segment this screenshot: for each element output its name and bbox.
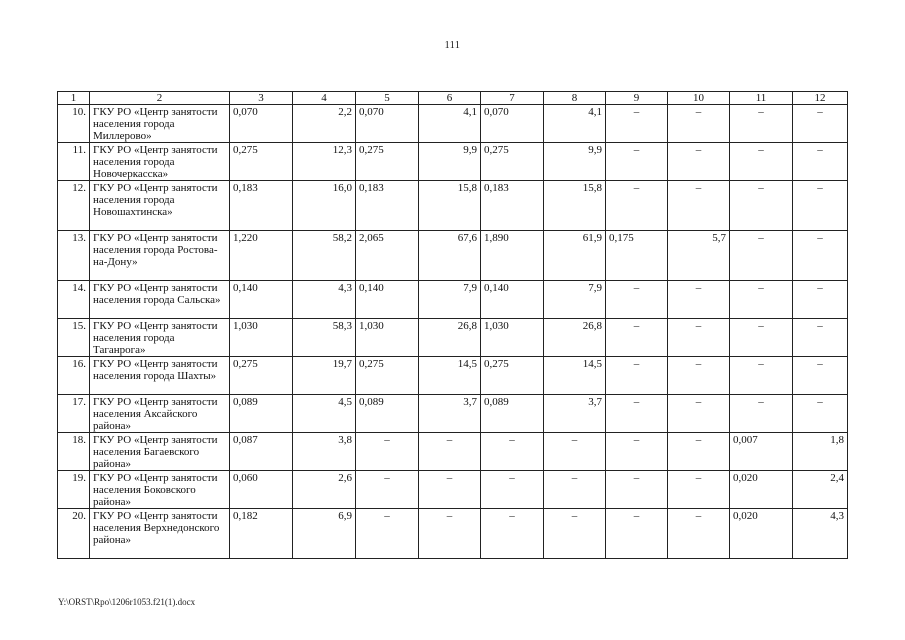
table-cell: –: [481, 471, 544, 509]
row-number: 14.: [58, 281, 90, 319]
column-header: 12: [793, 92, 848, 105]
table-cell: 58,2: [293, 231, 356, 281]
table-cell: 4,3: [293, 281, 356, 319]
table-cell: 67,6: [419, 231, 481, 281]
table-cell: –: [730, 319, 793, 357]
table-row: [58, 105, 848, 143]
table-cell: 0,060: [230, 471, 293, 509]
row-number: 17.: [58, 395, 90, 433]
table-cell: 0,275: [356, 143, 419, 181]
row-number: 18.: [58, 433, 90, 471]
table-cell: 0,070: [481, 105, 544, 143]
table-cell: 4,5: [293, 395, 356, 433]
table-cell: 2,2: [293, 105, 356, 143]
table-cell: –: [730, 395, 793, 433]
table-cell: 26,8: [544, 319, 606, 357]
organization-name: ГКУ РО «Центр занятости населения города Новошахтинска»: [90, 181, 230, 231]
table-cell: –: [668, 105, 730, 143]
table-cell: 16,0: [293, 181, 356, 231]
table-cell: 0,182: [230, 509, 293, 559]
organization-name: ГКУ РО «Центр занятости населения города Новочеркасска»: [90, 143, 230, 181]
table-row: [58, 143, 848, 181]
table-cell: 2,065: [356, 231, 419, 281]
table-cell: –: [668, 471, 730, 509]
table-cell: 1,030: [230, 319, 293, 357]
organization-name: ГКУ РО «Центр занятости населения города Шахты»: [90, 357, 230, 395]
organization-name: ГКУ РО «Центр занятости населения города Таганрога»: [90, 319, 230, 357]
table-row: [58, 231, 848, 281]
table-cell: 12,3: [293, 143, 356, 181]
table-cell: 7,9: [544, 281, 606, 319]
table-cell: –: [730, 231, 793, 281]
table-cell: –: [730, 143, 793, 181]
table-cell: –: [793, 357, 848, 395]
column-header: 2: [90, 92, 230, 105]
table-cell: –: [419, 471, 481, 509]
column-header: 9: [606, 92, 668, 105]
column-header: 5: [356, 92, 419, 105]
column-header: 10: [668, 92, 730, 105]
table-cell: 0,089: [356, 395, 419, 433]
table-cell: 0,175: [606, 231, 668, 281]
table-row: [58, 395, 848, 433]
table-cell: 0,183: [230, 181, 293, 231]
table-cell: –: [668, 509, 730, 559]
table-cell: 0,183: [356, 181, 419, 231]
table-cell: –: [730, 181, 793, 231]
file-path-footer: Y:\ORST\Rpo\1206r1053.f21(1).docx: [58, 597, 196, 607]
table-cell: 58,3: [293, 319, 356, 357]
table-cell: 2,6: [293, 471, 356, 509]
table-cell: 9,9: [544, 143, 606, 181]
column-header: 8: [544, 92, 606, 105]
table-cell: –: [668, 143, 730, 181]
table-cell: 1,220: [230, 231, 293, 281]
column-header: 3: [230, 92, 293, 105]
column-header: 11: [730, 92, 793, 105]
table-cell: 1,8: [793, 433, 848, 471]
organization-name: ГКУ РО «Центр занятости населения Верхнедонского района»: [90, 509, 230, 559]
table-cell: –: [793, 319, 848, 357]
table-cell: 0,089: [481, 395, 544, 433]
table-row: [58, 357, 848, 395]
table-row: [58, 181, 848, 231]
table-cell: –: [544, 509, 606, 559]
row-number: 13.: [58, 231, 90, 281]
table-cell: 4,3: [793, 509, 848, 559]
table-cell: 0,275: [481, 357, 544, 395]
table-cell: 0,087: [230, 433, 293, 471]
column-header: 1: [58, 92, 90, 105]
table-cell: 0,007: [730, 433, 793, 471]
table-cell: 3,7: [419, 395, 481, 433]
table-cell: –: [793, 281, 848, 319]
column-header: 6: [419, 92, 481, 105]
table-cell: –: [356, 433, 419, 471]
table-cell: –: [793, 231, 848, 281]
table-cell: 2,4: [793, 471, 848, 509]
table-body: [58, 105, 848, 559]
table-cell: 1,030: [481, 319, 544, 357]
table-cell: –: [606, 395, 668, 433]
table-cell: 3,8: [293, 433, 356, 471]
table-cell: 0,275: [356, 357, 419, 395]
table-cell: –: [668, 181, 730, 231]
column-header: 7: [481, 92, 544, 105]
table-cell: 0,020: [730, 509, 793, 559]
table-cell: –: [544, 471, 606, 509]
table-cell: 0,183: [481, 181, 544, 231]
table-cell: 15,8: [419, 181, 481, 231]
table-cell: 1,890: [481, 231, 544, 281]
table-cell: 0,089: [230, 395, 293, 433]
table-cell: –: [606, 357, 668, 395]
table-cell: –: [606, 319, 668, 357]
table-cell: –: [481, 433, 544, 471]
organization-name: ГКУ РО «Центр занятости населения города Ростова-на-Дону»: [90, 231, 230, 281]
table-cell: –: [730, 357, 793, 395]
table-cell: 0,070: [230, 105, 293, 143]
row-number: 20.: [58, 509, 90, 559]
table-cell: –: [668, 395, 730, 433]
table-cell: 0,020: [730, 471, 793, 509]
organization-name: ГКУ РО «Центр занятости населения Аксайского района»: [90, 395, 230, 433]
table-cell: 0,140: [230, 281, 293, 319]
table-cell: 0,275: [230, 357, 293, 395]
table-row: [58, 471, 848, 509]
row-number: 19.: [58, 471, 90, 509]
table-cell: 14,5: [544, 357, 606, 395]
table-cell: –: [606, 143, 668, 181]
table-cell: –: [668, 281, 730, 319]
table-cell: –: [606, 281, 668, 319]
table-cell: –: [793, 181, 848, 231]
data-table: [57, 91, 848, 559]
organization-name: ГКУ РО «Центр занятости населения города Миллерово»: [90, 105, 230, 143]
table-cell: –: [606, 105, 668, 143]
table-cell: –: [793, 143, 848, 181]
column-number-row: [58, 92, 848, 105]
table-cell: –: [419, 433, 481, 471]
table-row: [58, 281, 848, 319]
table-row: [58, 433, 848, 471]
table-cell: 0,140: [356, 281, 419, 319]
table-cell: 19,7: [293, 357, 356, 395]
table-cell: –: [668, 319, 730, 357]
table-cell: 5,7: [668, 231, 730, 281]
table-cell: –: [481, 509, 544, 559]
table-cell: 1,030: [356, 319, 419, 357]
table-cell: 7,9: [419, 281, 481, 319]
table-cell: –: [793, 395, 848, 433]
table-cell: 0,275: [230, 143, 293, 181]
table-cell: 0,275: [481, 143, 544, 181]
table-row: [58, 319, 848, 357]
table-cell: 61,9: [544, 231, 606, 281]
table-cell: –: [606, 471, 668, 509]
table-cell: –: [356, 471, 419, 509]
table-cell: –: [730, 105, 793, 143]
table-cell: –: [356, 509, 419, 559]
organization-name: ГКУ РО «Центр занятости населения города Сальска»: [90, 281, 230, 319]
table-cell: 0,070: [356, 105, 419, 143]
table-cell: 4,1: [419, 105, 481, 143]
table-cell: –: [419, 509, 481, 559]
table-cell: –: [606, 181, 668, 231]
table-cell: 6,9: [293, 509, 356, 559]
table-cell: –: [606, 509, 668, 559]
row-number: 16.: [58, 357, 90, 395]
table-cell: 14,5: [419, 357, 481, 395]
column-header: 4: [293, 92, 356, 105]
table-cell: 3,7: [544, 395, 606, 433]
table-cell: –: [730, 281, 793, 319]
table-cell: 26,8: [419, 319, 481, 357]
table-cell: 4,1: [544, 105, 606, 143]
table-cell: 0,140: [481, 281, 544, 319]
row-number: 11.: [58, 143, 90, 181]
row-number: 15.: [58, 319, 90, 357]
table-cell: –: [668, 433, 730, 471]
organization-name: ГКУ РО «Центр занятости населения Боковского района»: [90, 471, 230, 509]
table-cell: –: [668, 357, 730, 395]
row-number: 12.: [58, 181, 90, 231]
page-number: 111: [444, 40, 461, 51]
table-cell: 15,8: [544, 181, 606, 231]
row-number: 10.: [58, 105, 90, 143]
table-cell: 9,9: [419, 143, 481, 181]
table-row: [58, 509, 848, 559]
table-cell: –: [793, 105, 848, 143]
table-cell: –: [606, 433, 668, 471]
table-cell: –: [544, 433, 606, 471]
organization-name: ГКУ РО «Центр занятости населения Багаевского района»: [90, 433, 230, 471]
